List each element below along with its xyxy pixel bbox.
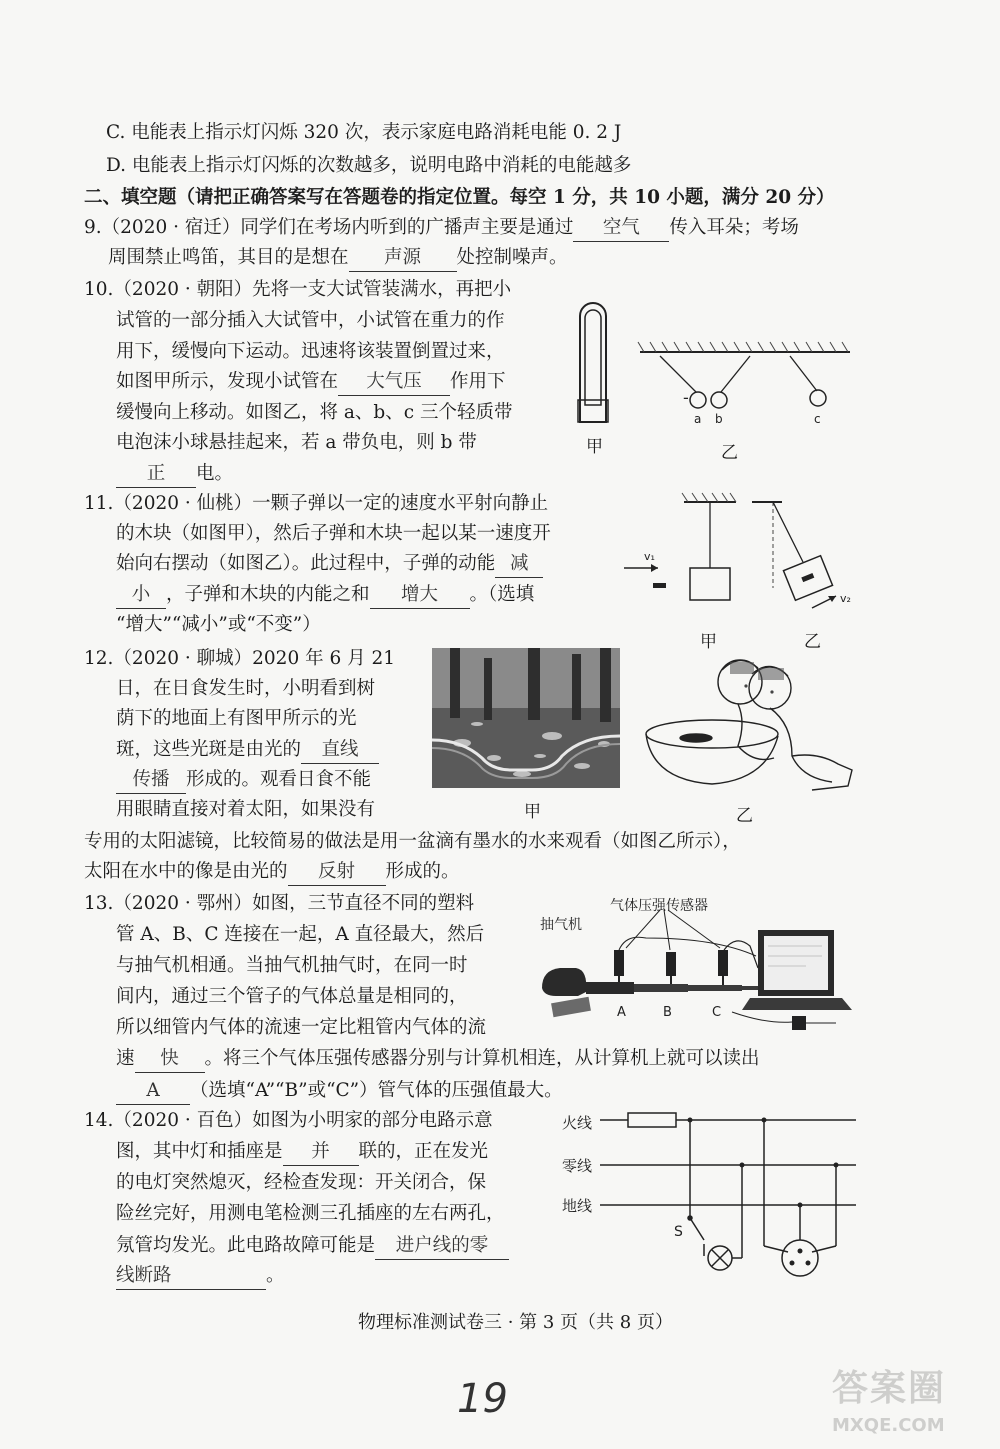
bullet-block-diagram-jia [624, 493, 736, 600]
q13-figure [536, 894, 854, 1044]
neutral-wire-label: 零线 [562, 1157, 593, 1175]
ground-wire-label: 地线 [562, 1197, 593, 1215]
q14-line-5: 氖管均发光。此电路故障可能是 进户线的零 [116, 1233, 509, 1260]
live-wire-label: 火线 [562, 1114, 593, 1132]
q10-line-1: 10.（2020 · 朝阳）先将一支大试管装满水，再把小 [84, 279, 512, 300]
q14-line-1: 14.（2020 · 百色）如图为小明家的部分电路示意 [84, 1110, 493, 1131]
sensor-label: 气体压强传感器 [610, 898, 708, 914]
q12-answer-1a: 直线 [301, 737, 379, 764]
ball-minus-sign: - [683, 388, 689, 407]
q10-figure [560, 280, 860, 460]
q13-line-5: 所以细管内气体的流速一定比粗管内气体的流 [116, 1017, 487, 1038]
q12-line-2: 日，在日食发生时，小明看到树 [116, 678, 376, 699]
charged-balls-diagram [638, 342, 850, 408]
q10-answer-2: 正 [116, 461, 196, 488]
switch-label: S [674, 1224, 683, 1240]
q14-line-2: 图，其中灯和插座是 并 联的，正在发光 [116, 1139, 488, 1166]
page-footer: 物理标准测试卷三 · 第 3 页（共 8 页） [358, 1312, 673, 1333]
q10-answer-1: 大气压 [338, 369, 450, 396]
q12-answer-2: 反射 [288, 859, 386, 886]
q13-line-2: 管 A、B、C 连接在一起，A 直径最大，然后 [116, 924, 485, 945]
pump-and-pipes-diagram [542, 910, 852, 1030]
bullet-block-diagram-yi [752, 502, 836, 608]
handwritten-page-number: 19 [457, 1376, 508, 1422]
q11-line-5: “增大”“减小”或“不变”） [116, 614, 321, 635]
watermark [832, 1360, 946, 1436]
q11-answer-2: 增大 [370, 582, 470, 609]
q9-line-1: 9.（2020 · 宿迁）同学们在考场内听到的广播声主要是通过 空气 传入耳朵；考场 [84, 215, 799, 242]
q9-answer-1: 空气 [573, 215, 669, 242]
light-spot-photo [432, 648, 620, 788]
q14-line-6: 线断路 。 [116, 1263, 285, 1290]
q11-caption-jia: 甲 [700, 632, 717, 652]
q13-answer-2: A [116, 1078, 190, 1105]
q11-line-4: 小 ，子弹和木块的内能之和 增大 。（选填 [116, 582, 534, 609]
q11-line-1: 11.（2020 · 仙桃）一颗子弹以一定的速度水平射向静止 [84, 493, 549, 514]
q14-answer-1: 并 [283, 1139, 359, 1166]
q11-answer-1b: 小 [116, 582, 166, 609]
q10-line-5: 缓慢向上移动。如图乙，将 a、b、c 三个轻质带 [116, 402, 513, 423]
q10-line-7: 正 电。 [116, 461, 233, 488]
q12-line-8: 太阳在水中的像是由光的 反射 形成的。 [84, 859, 460, 886]
q13-line-1: 13.（2020 · 鄂州）如图，三节直径不同的塑料 [84, 893, 475, 914]
q11-line-3: 始向右摆动（如图乙）。此过程中，子弹的动能 减 [116, 551, 543, 578]
watermark-url: MXQE.COM [832, 1415, 945, 1436]
q12-line-6: 用眼睛直接对着太阳，如果没有 [116, 799, 376, 820]
q9-line-2: 周围禁止鸣笛，其目的是想在 声源 处控制噪声。 [108, 245, 568, 272]
q10-caption-yi: 乙 [721, 443, 738, 463]
q14-answer-2b: 线断路 [116, 1263, 266, 1290]
pump-label: 抽气机 [540, 917, 582, 933]
ball-label-c: c [814, 412, 821, 426]
velocity-label-v1: v₁ [644, 550, 655, 563]
watermark-logo: 答案圈 [832, 1368, 947, 1409]
ball-label-b: b [715, 412, 723, 426]
q12-line-7: 专用的太阳滤镜，比较简易的做法是用一盆滴有墨水的水来观看（如图乙所示）， [84, 831, 741, 852]
q12-answer-1b: 传播 [116, 767, 186, 794]
velocity-label-v2: v₂ [840, 592, 851, 605]
option-c: C. 电能表上指示灯闪烁 320 次，表示家庭电路消耗电能 0. 2 J [106, 122, 622, 143]
q14-answer-2a: 进户线的零 [375, 1233, 509, 1260]
q14-line-4: 险丝完好，用测电笔检测三孔插座的左右两孔， [116, 1203, 505, 1224]
q11-caption-yi: 乙 [804, 632, 821, 652]
section-heading: 二、填空题（请把正确答案写在答题卷的指定位置。每空 1 分，共 10 小题，满分 20 分） [84, 187, 835, 208]
q13-line-7: A （选填“A”“B”或“C”）管气体的压强值最大。 [116, 1078, 563, 1105]
q11-answer-1a: 减 [495, 551, 543, 578]
q13-answer-1: 快 [135, 1046, 205, 1073]
household-circuit-diagram [600, 1108, 860, 1288]
q14-line-3: 的电灯突然熄灭，经检查发现：开关闭合，保 [116, 1172, 487, 1193]
q11-line-2: 的木块（如图甲），然后子弹和木块一起以某一速度开 [116, 523, 551, 544]
pipe-label-a: A [617, 1005, 626, 1020]
q9-answer-2: 声源 [349, 245, 457, 272]
q12-line-1: 12.（2020 · 聊城）2020 年 6 月 21 [84, 648, 396, 669]
pipe-label-b: B [663, 1005, 672, 1020]
q12-line-4: 斑，这些光斑是由光的 直线 [116, 737, 379, 764]
ball-label-a: a [694, 412, 702, 426]
q13-line-3: 与抽气机相通。当抽气机抽气时，在同一时 [116, 955, 468, 976]
q10-line-4: 如图甲所示，发现小试管在 大气压 作用下 [116, 369, 506, 396]
test-tube-diagram [578, 303, 608, 422]
q13-line-4: 间内，通过三个管子的气体总量是相同的， [116, 986, 468, 1007]
option-d: D. 电能表上指示灯闪烁的次数越多，说明电路中消耗的电能越多 [106, 155, 632, 176]
q10-caption-jia: 甲 [586, 437, 603, 457]
q10-line-6: 电泡沫小球悬挂起来，若 a 带负电，则 b 带 [116, 432, 477, 453]
q10-line-3: 用下，缓慢向下运动。迅速将该装置倒置过来， [116, 341, 505, 362]
q12-caption-yi: 乙 [736, 806, 753, 826]
q12-line-3: 荫下的地面上有图甲所示的光 [116, 708, 357, 729]
q12-caption-jia: 甲 [524, 802, 541, 822]
pipe-label-c: C [712, 1005, 722, 1020]
q13-line-6: 速 快 。将三个气体压强传感器分别与计算机相连，从计算机上就可以读出 [116, 1046, 760, 1073]
q12-line-5: 传播 形成的。观看日食不能 [116, 767, 371, 794]
q10-line-2: 试管的一部分插入大试管中，小试管在重力的作 [116, 310, 505, 331]
children-basin-drawing [642, 652, 860, 802]
